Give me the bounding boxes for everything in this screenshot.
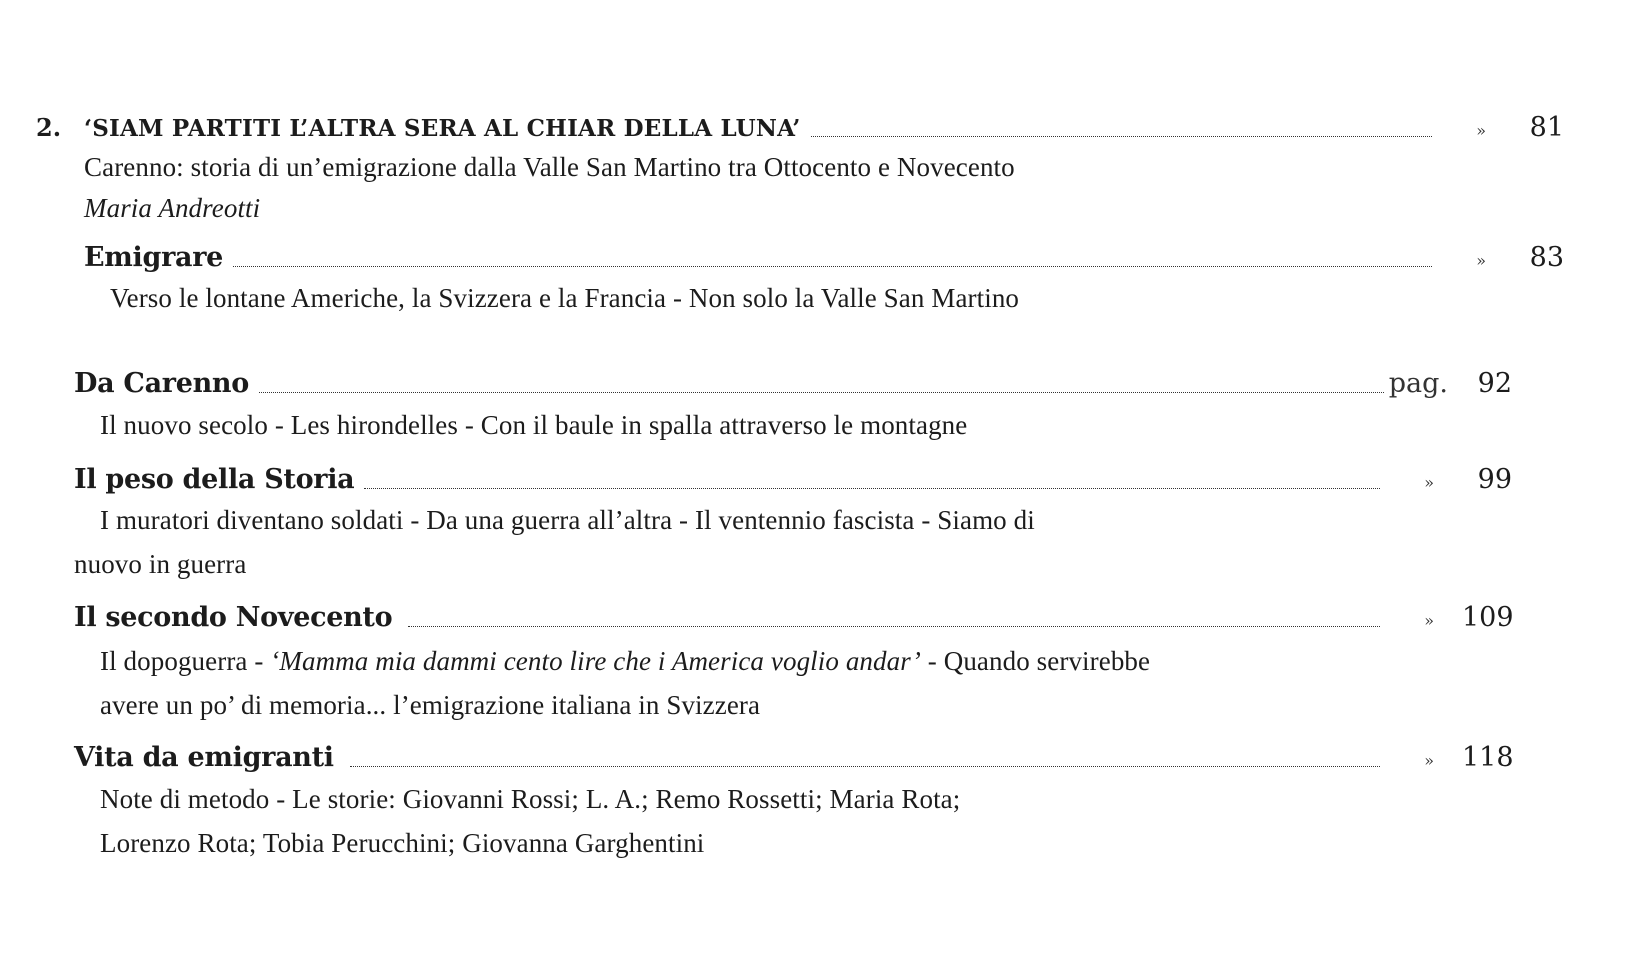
section-title: Da Carenno	[74, 368, 249, 399]
toc-entry-vita-da-emigranti	[74, 742, 1512, 773]
subtitle-part: Il dopoguerra -	[100, 646, 271, 676]
dotted-leader	[408, 626, 1380, 627]
section-subtitle-line-1: I muratori diventano soldati - Da una guerra all’altra - Il ventennio fascista - Siamo di	[100, 505, 1035, 535]
section-title: Il secondo Novecento	[74, 602, 393, 633]
dotted-leader	[259, 392, 1384, 393]
section-subtitle-line-2: avere un po’ di memoria... l’emigrazione italiana in Svizzera	[100, 690, 761, 720]
ditto-mark: »	[1476, 121, 1486, 140]
toc-entry-il-peso-della-storia	[74, 464, 1512, 495]
subtitle-quote: ‘Mamma mia dammi cento lire che i America voglio andar’	[270, 646, 921, 676]
dotted-leader	[811, 136, 1432, 137]
subtitle-part: - Quando servirebbe	[920, 646, 1151, 676]
section-title: Il peso della Storia	[74, 464, 355, 495]
section-title: Emigrare	[84, 242, 224, 273]
section-title: Vita da emigranti	[74, 742, 334, 773]
dotted-leader	[233, 266, 1432, 267]
section-subtitle-line-2: nuovo in guerra	[74, 549, 247, 579]
toc-entry-emigrare	[84, 242, 1564, 273]
chapter-subtitle: Carenno: storia di un’emigrazione dalla Valle San Martino tra Ottocento e Novecento	[84, 152, 1015, 182]
section-subtitle: Il nuovo secolo - Les hirondelles - Con il baule in spalla attraverso le montagne	[100, 410, 968, 440]
chapter-author: Maria Andreotti	[84, 193, 261, 223]
ditto-mark: »	[1476, 251, 1486, 270]
ditto-mark: »	[1424, 751, 1434, 770]
page-number: 118	[1462, 742, 1514, 773]
page-number: 83	[1529, 242, 1564, 273]
chapter-number: 2.	[36, 113, 62, 142]
ditto-mark: »	[1424, 473, 1434, 492]
section-subtitle-line-1: Note di metodo - Le storie: Giovanni Rossi; L. A.; Remo Rossetti; Maria Rota;	[100, 784, 961, 814]
toc-entry-chapter-2	[36, 112, 1564, 143]
section-subtitle-line-2: Lorenzo Rota; Tobia Perucchini; Giovanna Garghentini	[100, 828, 705, 858]
dotted-leader	[350, 766, 1380, 767]
page-number: 109	[1462, 602, 1514, 633]
page-prefix: pag.	[1388, 368, 1448, 399]
ditto-mark: »	[1424, 611, 1434, 630]
toc-entry-il-secondo-novecento	[74, 602, 1512, 633]
toc-entry-da-carenno	[74, 368, 1512, 399]
page-number: 92	[1477, 368, 1512, 399]
dotted-leader	[364, 488, 1380, 489]
chapter-title: ‘SIAM PARTITI L’ALTRA SERA AL CHIAR DELLA LUNA’	[84, 115, 801, 142]
page-number: 99	[1477, 464, 1512, 495]
section-subtitle-line-1	[100, 646, 1150, 677]
page-number: 81	[1529, 112, 1564, 143]
section-subtitle: Verso le lontane Americhe, la Svizzera e la Francia - Non solo la Valle San Martino	[110, 283, 1020, 313]
